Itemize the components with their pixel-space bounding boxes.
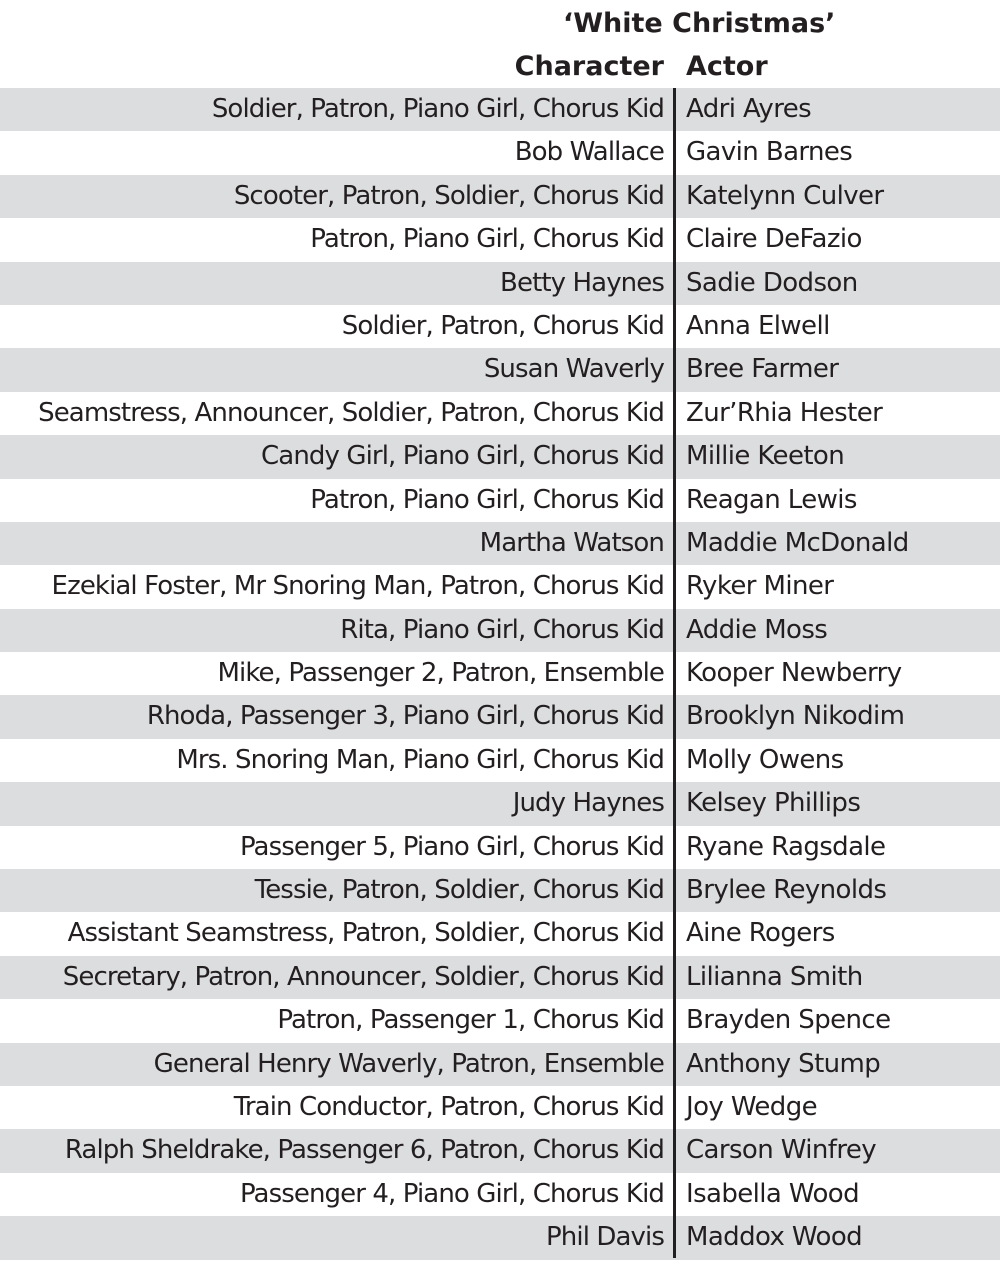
character-cell: Seamstress, Announcer, Soldier, Patron, Chorus Kid xyxy=(38,397,664,428)
character-cell: Ezekial Foster, Mr Snoring Man, Patron, Chorus Kid xyxy=(51,571,664,602)
actor-cell: Lilianna Smith xyxy=(686,961,863,992)
table-row xyxy=(0,782,1000,825)
table-row xyxy=(0,1173,1000,1216)
actor-cell: Kooper Newberry xyxy=(686,658,902,689)
table-row xyxy=(0,956,1000,999)
character-cell: Phil Davis xyxy=(546,1222,664,1253)
character-cell: Train Conductor, Patron, Chorus Kid xyxy=(233,1091,664,1122)
table-row xyxy=(0,479,1000,522)
actor-cell: Zur’Rhia Hester xyxy=(686,397,883,428)
actor-cell: Maddie McDonald xyxy=(686,527,909,558)
actor-cell: Millie Keeton xyxy=(686,441,845,472)
character-cell: Scooter, Patron, Soldier, Chorus Kid xyxy=(233,180,664,211)
character-cell: Betty Haynes xyxy=(500,267,664,298)
table-row xyxy=(0,1129,1000,1172)
actor-cell: Brayden Spence xyxy=(686,1005,891,1036)
table-header xyxy=(0,46,1000,88)
actor-cell: Maddox Wood xyxy=(686,1222,863,1253)
table-row xyxy=(0,88,1000,131)
column-divider xyxy=(673,88,676,1258)
table-row xyxy=(0,869,1000,912)
actor-cell: Sadie Dodson xyxy=(686,267,858,298)
character-cell: Candy Girl, Piano Girl, Chorus Kid xyxy=(261,441,664,472)
character-cell: Susan Waverly xyxy=(483,354,664,385)
character-cell: Martha Watson xyxy=(479,527,664,558)
actor-cell: Bree Farmer xyxy=(686,354,839,385)
table-row xyxy=(0,262,1000,305)
actor-cell: Isabella Wood xyxy=(686,1178,859,1209)
table-row xyxy=(0,912,1000,955)
table-row xyxy=(0,1216,1000,1259)
table-row xyxy=(0,826,1000,869)
table-row xyxy=(0,175,1000,218)
character-cell: Assistant Seamstress, Patron, Soldier, Chorus Kid xyxy=(67,918,664,949)
actor-cell: Molly Owens xyxy=(686,744,844,775)
actor-cell: Addie Moss xyxy=(686,614,828,645)
actor-cell: Carson Winfrey xyxy=(686,1135,877,1166)
actor-cell: Kelsey Phillips xyxy=(686,788,861,819)
character-cell: Judy Haynes xyxy=(512,788,664,819)
actor-cell: Claire DeFazio xyxy=(686,224,862,255)
cast-table xyxy=(0,88,1000,1260)
table-row xyxy=(0,131,1000,174)
table-title: ‘White Christmas’ xyxy=(563,8,836,39)
character-cell: Rita, Piano Girl, Chorus Kid xyxy=(340,614,664,645)
character-cell: Ralph Sheldrake, Passenger 6, Patron, Chorus Kid xyxy=(64,1135,664,1166)
actor-cell: Reagan Lewis xyxy=(686,484,857,515)
character-cell: Rhoda, Passenger 3, Piano Girl, Chorus Kid xyxy=(146,701,664,732)
character-cell: Mrs. Snoring Man, Piano Girl, Chorus Kid xyxy=(176,744,664,775)
character-cell: Tessie, Patron, Soldier, Chorus Kid xyxy=(254,875,664,906)
actor-cell: Adri Ayres xyxy=(686,94,812,124)
actor-cell: Anthony Stump xyxy=(686,1048,881,1079)
character-cell: Passenger 5, Piano Girl, Chorus Kid xyxy=(239,831,664,862)
table-row xyxy=(0,348,1000,391)
table-row xyxy=(0,218,1000,261)
actor-cell: Brooklyn Nikodim xyxy=(686,701,905,732)
actor-cell: Gavin Barnes xyxy=(686,137,853,168)
character-cell: Patron, Piano Girl, Chorus Kid xyxy=(310,484,664,515)
table-row xyxy=(0,695,1000,738)
table-row xyxy=(0,392,1000,435)
character-cell: Passenger 4, Piano Girl, Chorus Kid xyxy=(239,1178,664,1209)
table-row xyxy=(0,435,1000,478)
table-row xyxy=(0,522,1000,565)
character-column-header: Character xyxy=(514,51,664,82)
actor-cell: Anna Elwell xyxy=(686,310,830,341)
table-row xyxy=(0,609,1000,652)
character-cell: Soldier, Patron, Chorus Kid xyxy=(341,310,664,341)
character-cell: General Henry Waverly, Patron, Ensemble xyxy=(153,1048,664,1079)
actor-cell: Ryker Miner xyxy=(686,571,834,602)
table-row xyxy=(0,999,1000,1042)
table-row xyxy=(0,1086,1000,1129)
actor-cell: Joy Wedge xyxy=(686,1091,818,1122)
table-row xyxy=(0,305,1000,348)
actor-cell: Aine Rogers xyxy=(686,918,835,949)
character-cell: Secretary, Patron, Announcer, Soldier, Chorus Kid xyxy=(62,961,664,992)
table-row xyxy=(0,565,1000,608)
character-cell: Soldier, Patron, Piano Girl, Chorus Kid xyxy=(211,94,664,124)
table-row xyxy=(0,739,1000,782)
actor-column-header: Actor xyxy=(686,51,768,82)
character-cell: Bob Wallace xyxy=(514,137,664,168)
character-cell: Patron, Passenger 1, Chorus Kid xyxy=(277,1005,664,1036)
character-cell: Mike, Passenger 2, Patron, Ensemble xyxy=(217,658,664,689)
character-cell: Patron, Piano Girl, Chorus Kid xyxy=(310,224,664,255)
actor-cell: Katelynn Culver xyxy=(686,180,884,211)
actor-cell: Ryane Ragsdale xyxy=(686,831,886,862)
actor-cell: Brylee Reynolds xyxy=(686,875,887,906)
table-row xyxy=(0,652,1000,695)
table-row xyxy=(0,1043,1000,1086)
